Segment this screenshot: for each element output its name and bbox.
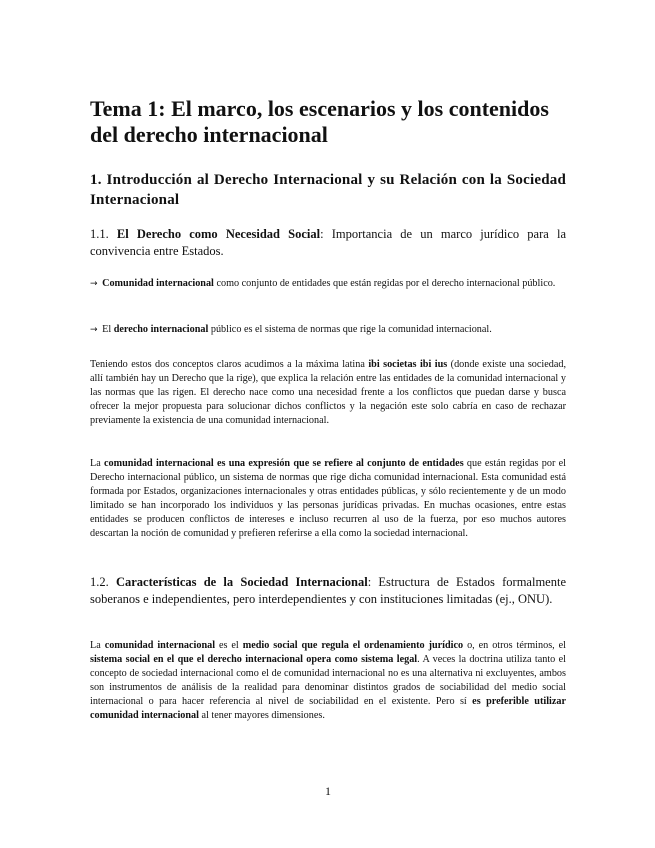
paragraph-text: Teniendo estos dos conceptos claros acudimos a la máxima latina	[90, 359, 369, 370]
subsection-text: : Importancia de un marco jurídico para la convivencia entre Estados.	[90, 227, 566, 258]
arrow-right-icon: →	[90, 325, 98, 335]
paragraph-text: La	[90, 458, 105, 469]
paragraph-comunidad-internacional	[90, 457, 566, 541]
subsection-bold-title: Características de la Sociedad Internacional	[115, 575, 368, 589]
bullet-bold: Comunidad internacional	[102, 278, 214, 289]
arrow-right-icon: →	[90, 279, 98, 289]
subsection-number: 1.2.	[90, 575, 109, 589]
bullet-pre: El	[99, 324, 114, 335]
subsection-text: : Estructura de Estados formalmente soberanos e independientes, pero interdependientes y con instituciones limitadas (ej., ONU).	[90, 575, 566, 606]
paragraph-bold: comunidad internacional es una expresión que se refiere al conjunto de entidades	[104, 458, 464, 469]
paragraph-medio-social	[90, 639, 566, 723]
paragraph-text: al tener mayores dimensiones.	[198, 710, 325, 721]
paragraph-bold: sistema social en el que el derecho internacional opera como sistema legal	[90, 654, 418, 665]
paragraph-text: que están regidas por el Derecho internacional público, un sistema de normas que rige dicha comunidad internacional. Esta comunidad está formada por Estados, organizaciones internacionales y otras entidades públicas, y sólo recientemente y de un modo limitado se han incorporado los individuos y las personas jurídicas privadas. En muchas ocasiones, entre estas entidades se producen conflictos de intereses e incluso recurren al uso de la fuerza, por eso muchos autores descartan la noción de comunidad y prefieren referirse a ella como la sociedad internacional.	[90, 458, 566, 539]
subsection-bold-title: El Derecho como Necesidad Social	[116, 227, 321, 241]
paragraph-ibi-societas	[90, 358, 566, 428]
bullet-text: como conjunto de entidades que están regidas por el derecho internacional público.	[213, 278, 556, 289]
paragraph-text: o, en otros términos, el	[463, 640, 567, 651]
bullet-derecho	[90, 323, 566, 337]
paragraph-text: . A veces la doctrina utiliza tanto el concepto de sociedad internacional como el de comunidad internacional no es una alternativa ni excluyentes, ambos son instrumentos de análisis de la realidad para denominar distintos grados de sociabilidad del medio social internacional o para hacer referencia al nivel de sociabilidad en el existente. Pero sí	[90, 654, 566, 707]
paragraph-bold: comunidad internacional	[104, 640, 216, 651]
page-number: 1	[325, 784, 331, 798]
subsection-1-1	[90, 226, 566, 260]
paragraph-bold: es preferible utilizar comunidad internacional	[90, 696, 566, 721]
bullet-text: público es el sistema de normas que rige la comunidad internacional.	[208, 324, 492, 335]
section-heading: 1. Introducción al Derecho Internacional y su Relación con la Sociedad Internacional	[90, 172, 566, 208]
subsection-number: 1.1.	[90, 227, 109, 241]
paragraph-bold: ibi societas ibi ius	[368, 359, 448, 370]
paragraph-bold: medio social que regula el ordenamiento jurídico	[242, 640, 464, 651]
document-title: Tema 1: El marco, los escenarios y los contenidos del derecho internacional	[90, 96, 549, 147]
paragraph-text: (donde existe una sociedad, allí también hay un Derecho que la rige), que explica la relación entre las entidades de la comunidad internacional y las normas que las rigen. El derecho nace como una necesidad frente a los conflictos que puedan darse y busca ofrecer la mejor propuesta para solucionar dichos conflictos y la negación este solo cabría en caso de rechazar previamente la existencia de una comunidad internacional.	[90, 359, 567, 426]
bullet-comunidad	[90, 277, 566, 291]
paragraph-text: La	[90, 640, 105, 651]
subsection-1-2	[90, 574, 566, 608]
bullet-bold: derecho internacional	[113, 324, 209, 335]
paragraph-text: es el	[215, 640, 243, 651]
